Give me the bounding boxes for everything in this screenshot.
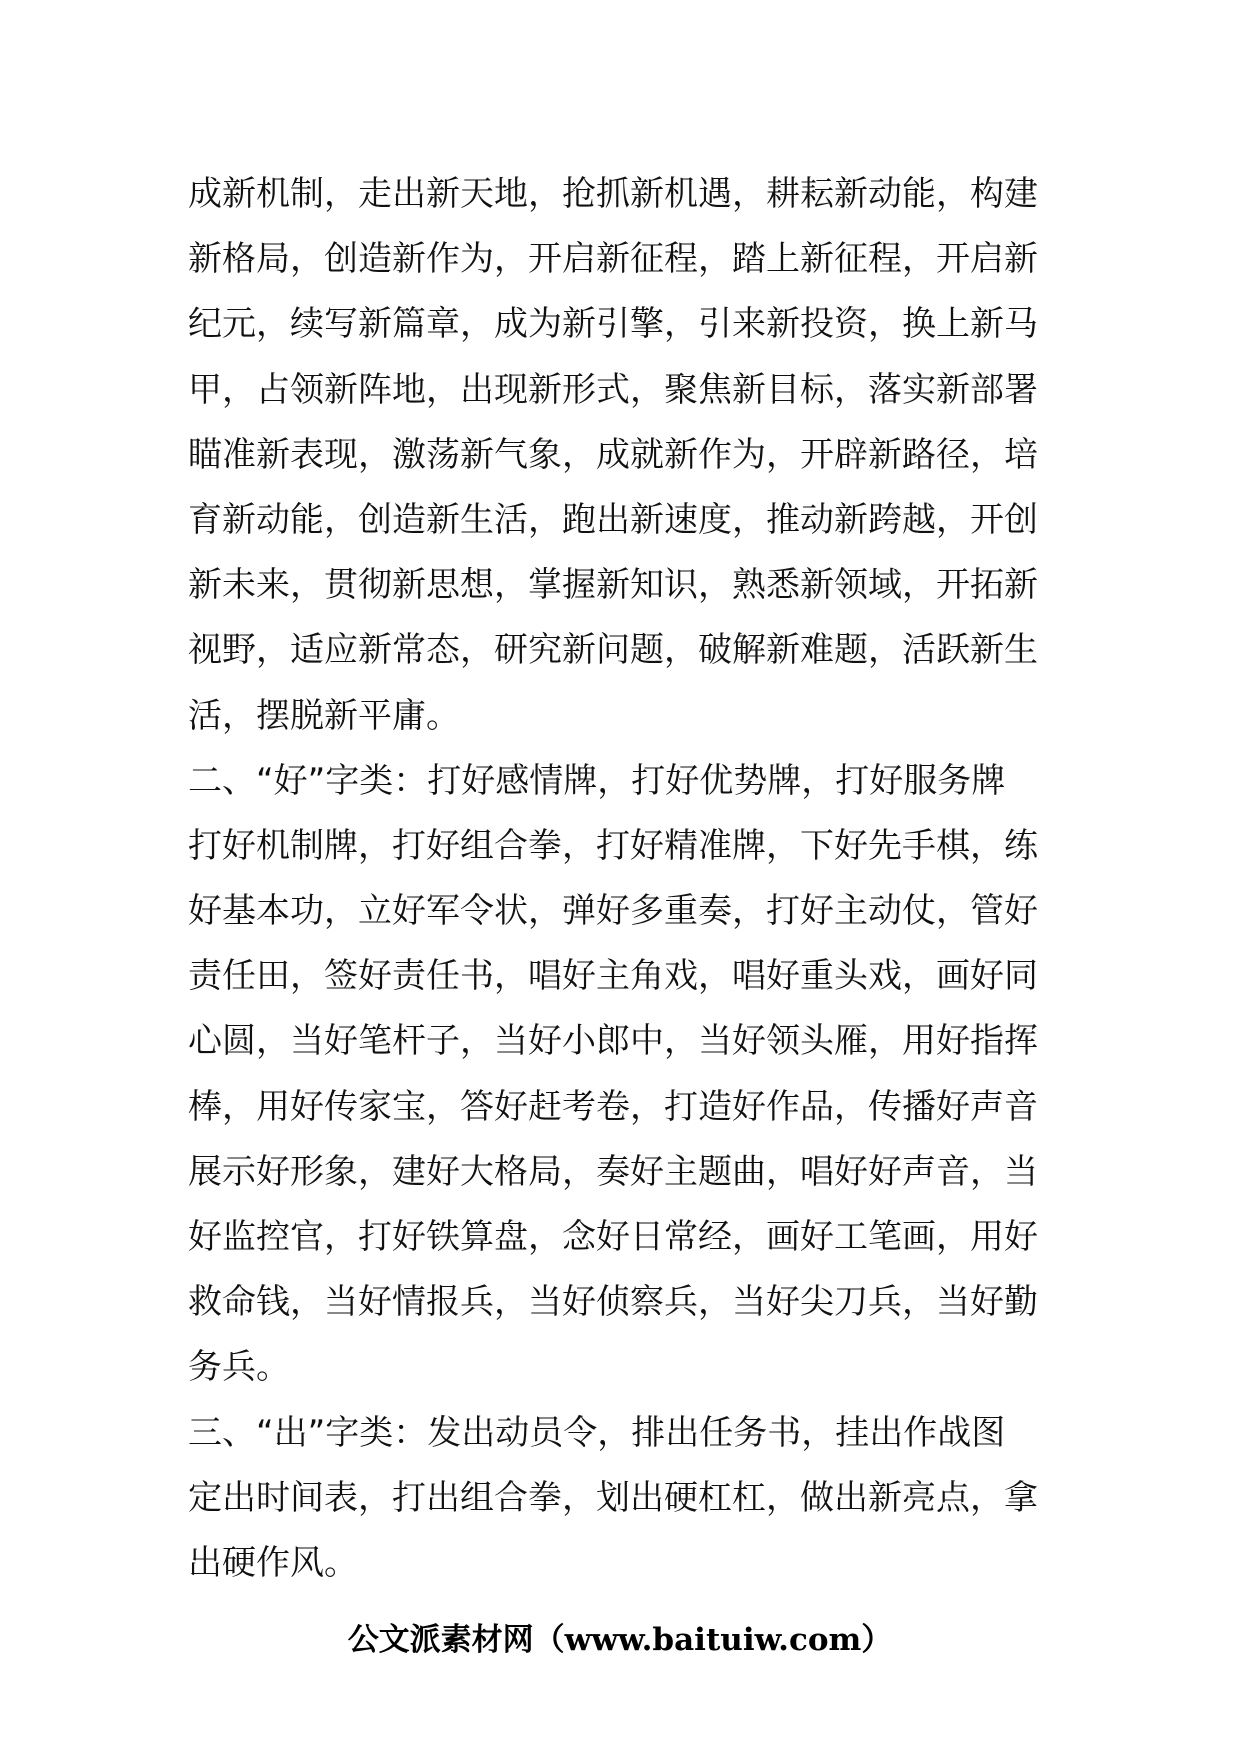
footer-watermark: 公文派素材网（www.baituiw.com） xyxy=(347,1622,893,1658)
text-line: 心圆，当好笔杆子，当好小郎中，当好领头雁，用好指挥 xyxy=(188,1021,1038,1062)
text-line: 新格局，创造新作为，开启新征程，踏上新征程，开启新 xyxy=(188,239,1038,280)
text-line: 瞄准新表现，激荡新气象，成就新作为，开辟新路径，培 xyxy=(188,434,1038,475)
text-line: 甲，占领新阵地，出现新形式，聚焦新目标，落实新部署 xyxy=(188,369,1038,410)
text-line: 视野，适应新常态，研究新问题，破解新难题，活跃新生 xyxy=(188,630,1038,671)
text-line: 责任田，签好责任书，唱好主角戏，唱好重头戏，画好同 xyxy=(188,956,1038,997)
text-line: 好基本功，立好军令状，弹好多重奏，打好主动仗，管好 xyxy=(188,891,1038,932)
section-heading-line: 二、“好”字类：打好感情牌，打好优势牌，打好服务牌 xyxy=(188,760,1006,801)
text-line: 活，摆脱新平庸。 xyxy=(188,695,460,736)
text-line: 打好机制牌，打好组合拳，打好精准牌，下好先手棋，练 xyxy=(188,825,1038,866)
text-line: 育新动能，创造新生活，跑出新速度，推动新跨越，开创 xyxy=(188,499,1038,540)
text-line: 好监控官，打好铁算盘，念好日常经，画好工笔画，用好 xyxy=(188,1217,1038,1257)
text-line: 成新机制，走出新天地，抢抓新机遇，耕耘新动能，构建 xyxy=(188,174,1038,214)
text-line: 棒，用好传家宝，答好赶考卷，打造好作品，传播好声音 xyxy=(188,1086,1038,1127)
text-line: 纪元，续写新篇章，成为新引擎，引来新投资，换上新马 xyxy=(188,304,1038,345)
text-line: 新未来，贯彻新思想，掌握新知识，熟悉新领域，开拓新 xyxy=(188,565,1038,606)
text-line: 定出时间表，打出组合拳，划出硬杠杠，做出新亮点，拿 xyxy=(188,1477,1038,1518)
text-line: 救命钱，当好情报兵，当好侦察兵，当好尖刀兵，当好勤 xyxy=(188,1282,1038,1323)
text-line: 出硬作风。 xyxy=(188,1542,358,1583)
text-line: 展示好形象，建好大格局，奏好主题曲，唱好好声音，当 xyxy=(188,1151,1038,1192)
section-heading-line: 三、“出”字类：发出动员令，排出任务书，挂出作战图 xyxy=(188,1412,1006,1453)
text-line: 务兵。 xyxy=(188,1347,290,1388)
body-text xyxy=(188,162,1058,1596)
